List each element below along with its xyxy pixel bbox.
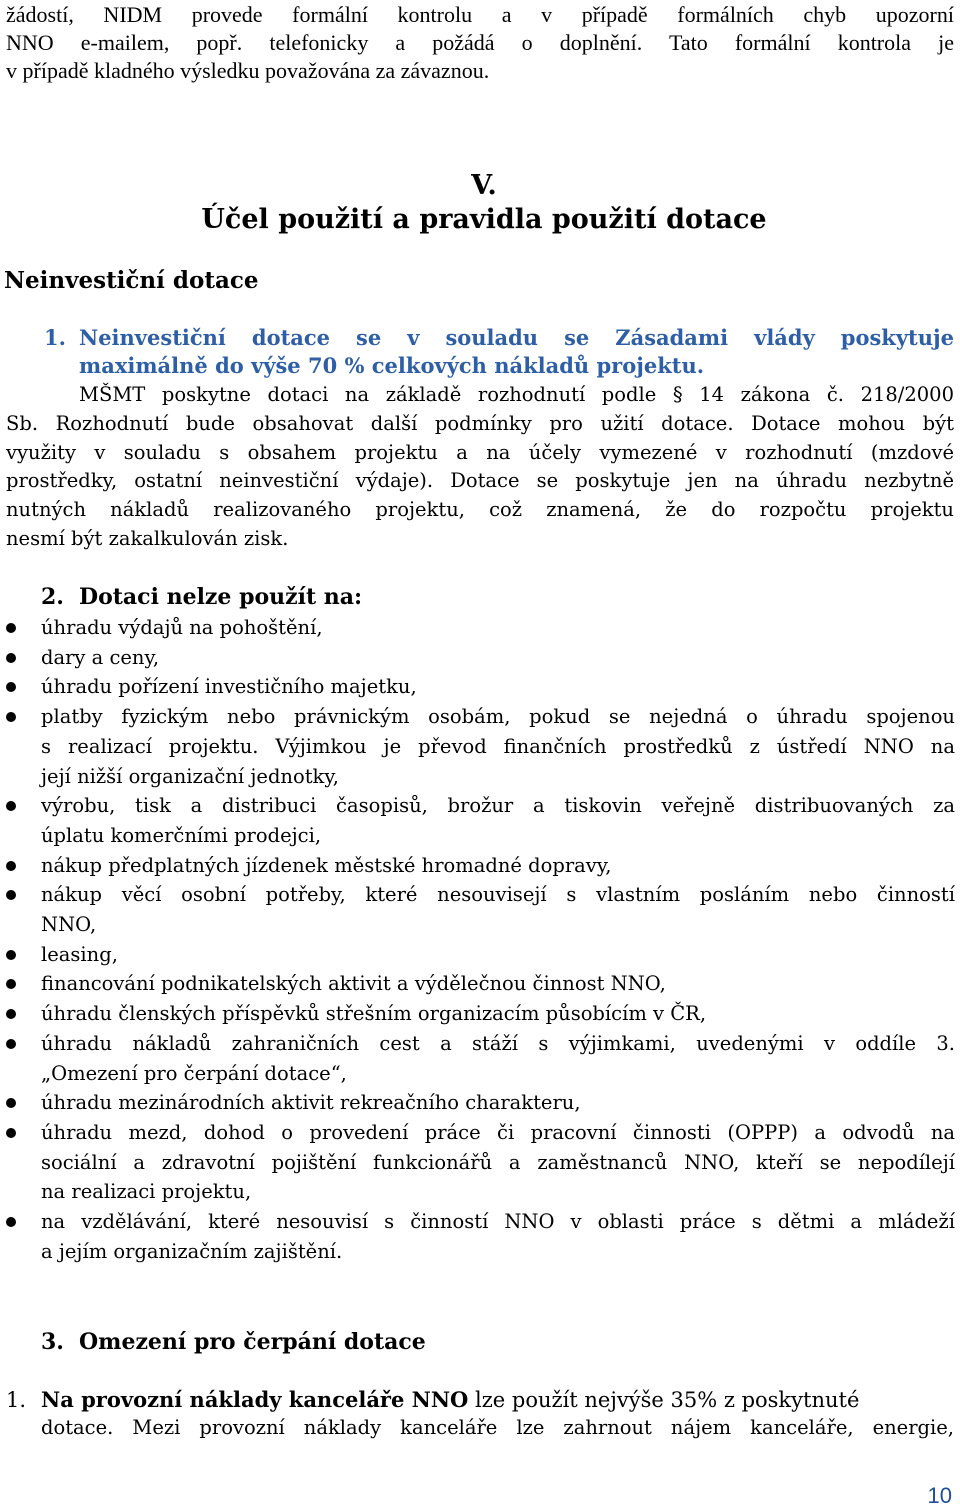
- list-item-line: s realizací projektu. Výjimkou je převod finančních prostředků z ústředí NNO na: [41, 734, 955, 758]
- bullet-icon: [6, 861, 16, 871]
- section-number: V.: [471, 170, 497, 201]
- list-item-line: úplatu komerčními prodejci,: [41, 823, 322, 847]
- bullet-icon: [6, 1009, 16, 1019]
- list-item: [41, 851, 955, 881]
- bullet-icon: [6, 653, 16, 663]
- list-item: [41, 1207, 955, 1266]
- list-item-line: leasing,: [41, 942, 118, 966]
- list-item-line: úhradu mezinárodních aktivit rekreačního charakteru,: [41, 1091, 581, 1115]
- point1-number: 1.: [44, 325, 66, 350]
- intro-line: v případě kladného výsledku považována za závaznou.: [6, 58, 490, 83]
- list-item-line: na realizaci projektu,: [41, 1180, 252, 1204]
- list-item: [41, 969, 955, 999]
- point2-title: Dotaci nelze použít na:: [79, 584, 363, 610]
- list-item-line: „Omezení pro čerpání dotace“,: [41, 1061, 347, 1085]
- list-item: [41, 1118, 955, 1207]
- intro-line: NNO e-mailem, popř. telefonicky a požádá o doplnění. Tato formální kontrola je: [6, 30, 954, 55]
- list-item-line: sociální a zdravotní pojištění funkcionářů a zaměstnanců NNO, kteří se nepodílejí: [41, 1150, 955, 1174]
- list-item-line: platby fyzickým nebo právnickým osobám, pokud se nejedná o úhradu spojenou: [41, 705, 955, 729]
- bullet-icon: [6, 801, 16, 811]
- list-item-line: nákup věcí osobní potřeby, které nesouvisejí s vlastním posláním nebo činností: [41, 883, 955, 907]
- bullet-icon: [6, 712, 16, 722]
- list-item: [41, 643, 955, 673]
- point1-body-line: nutných nákladů realizovaného projektu, což znamená, že do rozpočtu projektu: [6, 498, 954, 521]
- list-item: [41, 672, 955, 702]
- list-item: [41, 880, 955, 939]
- bullet-icon: [6, 1098, 16, 1108]
- list-item-line: úhradu mezd, dohod o provedení práce či pracovní činnosti (OPPP) a odvodů na: [41, 1120, 955, 1144]
- bullet-icon: [6, 979, 16, 989]
- bullet-icon: [6, 682, 16, 692]
- point3-1-bold: Na provozní náklady kanceláře NNO: [41, 1387, 469, 1412]
- list-item-line: na vzdělávání, které nesouvisí s činností NNO v oblasti práce s dětmi a mládeží: [41, 1210, 955, 1233]
- list-item: [41, 1029, 955, 1088]
- point3-1-line1: [41, 1385, 954, 1415]
- point3-1-number: 1.: [6, 1388, 27, 1412]
- list-item: [41, 999, 955, 1029]
- point3-title: Omezení pro čerpání dotace: [79, 1329, 426, 1355]
- intro-line: žádostí, NIDM provede formální kontrolu a v případě formálních chyb upozorní: [6, 2, 954, 27]
- list-item: [41, 1088, 955, 1118]
- point1-body-line: prostředky, ostatní neinvestiční výdaje). Dotace se poskytuje jen na úhradu nezbytně: [6, 469, 954, 492]
- point1-body-line: Sb. Rozhodnutí bude obsahovat další podmínky pro užití dotace. Dotace mohou být: [6, 412, 954, 435]
- list-item-line: její nižší organizační jednotky,: [41, 764, 340, 788]
- point1-bold-line: maximálně do výše 70 % celkových nákladů projektu.: [79, 353, 705, 378]
- list-item-line: nákup předplatných jízdenek městské hromadné dopravy,: [41, 853, 612, 877]
- list-item-line: financování podnikatelských aktivit a výdělečnou činnost NNO,: [41, 972, 666, 996]
- list-item-line: a jejím organizačním zajištění.: [41, 1239, 343, 1263]
- list-item-line: výrobu, tisk a distribuci časopisů, brožur a tiskovin veřejně distribuovaných za: [41, 794, 955, 818]
- list-item-line: dary a ceny,: [41, 645, 160, 669]
- list-item: [41, 702, 955, 791]
- point1-body-line: využity v souladu s obsahem projektu a na účely vymezené v rozhodnutí (mzdové: [6, 441, 954, 464]
- bullet-icon: [6, 890, 16, 900]
- bullet-icon: [6, 623, 16, 633]
- list-item-line: NNO,: [41, 913, 97, 936]
- bullet-icon: [6, 950, 16, 960]
- bullet-icon: [6, 1039, 16, 1049]
- list-item: [41, 791, 955, 850]
- list-item: [41, 940, 955, 970]
- subheading: Neinvestiční dotace: [4, 267, 259, 294]
- list-item: [41, 613, 955, 643]
- list-item-line: úhradu členských příspěvků střešním organizacím působícím v ČR,: [41, 1002, 707, 1026]
- point3-1-rest: lze použít nejvýše 35% z poskytnuté: [468, 1388, 860, 1412]
- point1-body-line: MŠMT poskytne dotaci na základě rozhodnutí podle § 14 zákona č. 218/2000: [79, 383, 954, 406]
- point3-1-line2: dotace. Mezi provozní náklady kanceláře lze zahrnout nájem kanceláře, energie,: [41, 1416, 954, 1439]
- page-number: 10: [927, 1483, 952, 1508]
- list-item-line: úhradu nákladů zahraničních cest a stáží s výjimkami, uvedenými v oddíle 3.: [41, 1031, 955, 1055]
- point3-number: 3.: [41, 1329, 64, 1355]
- list-item-line: úhradu pořízení investičního majetku,: [41, 675, 417, 699]
- point1-bold-line: Neinvestiční dotace se v souladu se Zásadami vlády poskytuje: [79, 325, 954, 350]
- bullet-icon: [6, 1128, 16, 1138]
- list-item-line: úhradu výdajů na pohoštění,: [41, 616, 323, 639]
- point2-number: 2.: [41, 584, 64, 610]
- point1-body-line: nesmí být zakalkulován zisk.: [6, 527, 289, 550]
- section-title: Účel použití a pravidla použití dotace: [201, 204, 767, 235]
- bullet-icon: [6, 1217, 16, 1227]
